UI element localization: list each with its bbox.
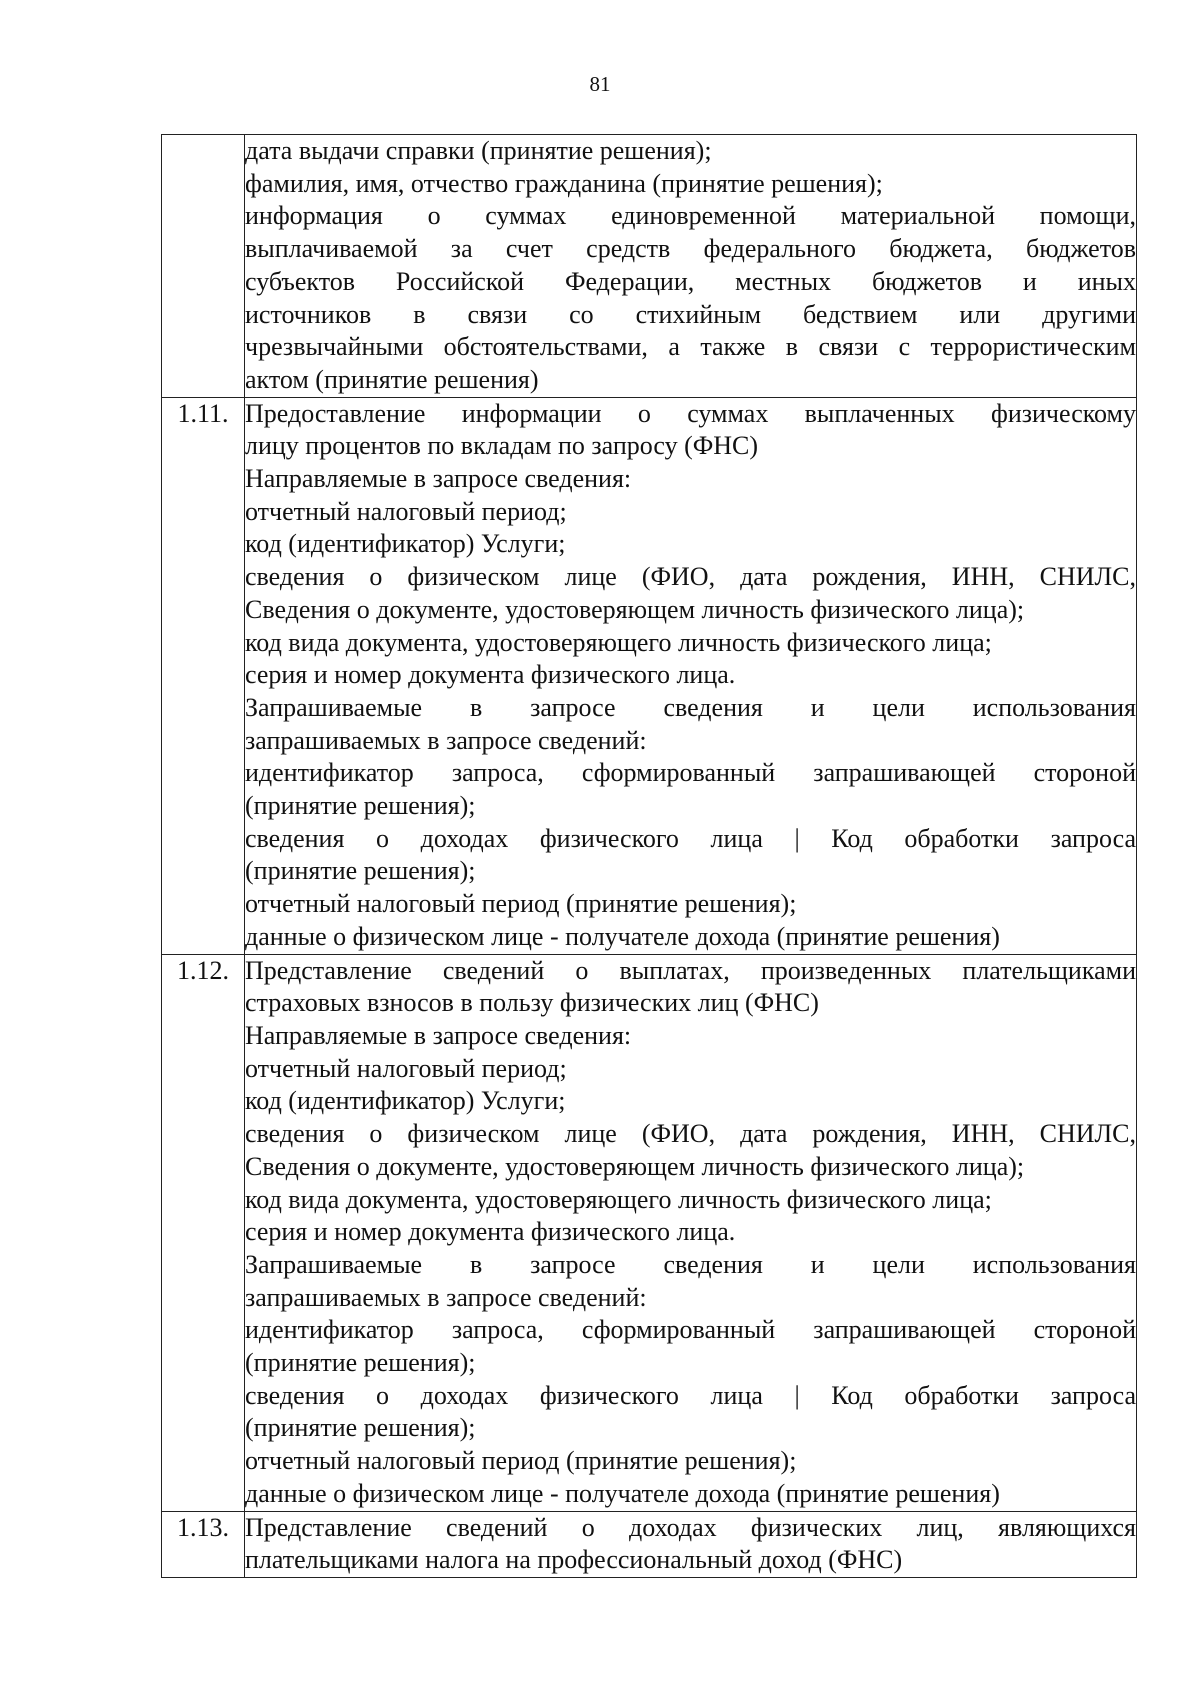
text-line: идентификатор запроса, сформированный запрашивающей стороной: [245, 758, 1136, 788]
text-line: запрашиваемых в запросе сведений:: [245, 725, 647, 755]
text-line: серия и номер документа физического лица.: [245, 660, 736, 690]
text-line: идентификатор запроса, сформированный запрашивающей стороной: [245, 1315, 1136, 1345]
text-line: субъектов Российской Федерации, местных бюджетов и иных: [245, 266, 1136, 296]
text-line: Предоставление информации о суммах выплаченных физическому: [245, 398, 1136, 428]
text-line: отчетный налоговый период;: [245, 1053, 567, 1083]
text-line: Направляемые в запросе сведения:: [245, 464, 632, 494]
table-body: [162, 135, 1137, 1578]
text-line: отчетный налоговый период (принятие решения);: [245, 889, 797, 919]
text-line: Запрашиваемые в запросе сведения и цели использования: [245, 1249, 1136, 1279]
table-row: [162, 397, 1137, 954]
row-content: [245, 1511, 1137, 1577]
text-line: Направляемые в запросе сведения:: [245, 1020, 632, 1050]
text-line: код (идентификатор) Услуги;: [245, 1086, 566, 1116]
text-line: запрашиваемых в запросе сведений:: [245, 1282, 647, 1312]
text-line: (принятие решения);: [245, 856, 476, 886]
text-line: (принятие решения);: [245, 791, 476, 821]
text-line: Запрашиваемые в запросе сведения и цели использования: [245, 692, 1136, 722]
text-line: Представление сведений о доходах физических лиц, являющихся: [245, 1512, 1136, 1542]
text-line: актом (принятие решения): [245, 364, 539, 394]
text-line: дата выдачи справки (принятие решения);: [245, 136, 712, 165]
text-line: чрезвычайными обстоятельствами, а также в связи с террористическим: [245, 332, 1136, 362]
text-line: отчетный налоговый период (принятие решения);: [245, 1446, 797, 1476]
table-row: [162, 1511, 1137, 1577]
text-line: код вида документа, удостоверяющего личность физического лица;: [245, 1184, 992, 1214]
page-number: 81: [589, 72, 611, 96]
text-line: (принятие решения);: [245, 1413, 476, 1443]
text-line: информация о суммах единовременной материальной помощи,: [245, 201, 1136, 231]
text-line: сведения о физическом лице (ФИО, дата рождения, ИНН, СНИЛС,: [245, 1119, 1136, 1149]
row-number: [162, 135, 245, 398]
text-line: фамилия, имя, отчество гражданина (принятие решения);: [245, 168, 883, 198]
text-line: код (идентификатор) Услуги;: [245, 529, 566, 559]
text-line: плательщиками налога на профессиональный доход (ФНС): [245, 1545, 903, 1575]
text-line: Представление сведений о выплатах, произведенных плательщиками: [245, 955, 1136, 985]
row-number: 1.11.: [162, 397, 245, 954]
text-line: код вида документа, удостоверяющего личность физического лица;: [245, 627, 992, 657]
text-line: данные о физическом лице - получателе дохода (принятие решения): [245, 921, 1000, 951]
text-line: (принятие решения);: [245, 1348, 476, 1378]
text-line: лицу процентов по вкладам по запросу (ФНС): [245, 431, 759, 461]
text-line: Сведения о документе, удостоверяющем личность физического лица);: [245, 594, 1025, 624]
text-line: выплачиваемой за счет средств федерального бюджета, бюджетов: [245, 234, 1136, 264]
row-number: 1.13.: [162, 1511, 245, 1577]
table-row: [162, 135, 1137, 398]
text-line: серия и номер документа физического лица.: [245, 1217, 736, 1247]
text-line: страховых взносов в пользу физических лиц (ФНС): [245, 988, 819, 1018]
text-line: сведения о физическом лице (ФИО, дата рождения, ИНН, СНИЛС,: [245, 562, 1136, 592]
text-line: Сведения о документе, удостоверяющем личность физического лица);: [245, 1151, 1025, 1181]
table-row: [162, 954, 1137, 1511]
text-line: отчетный налоговый период;: [245, 496, 567, 526]
row-content: [245, 954, 1137, 1511]
text-line: сведения о доходах физического лица | Код обработки запроса: [245, 823, 1136, 853]
row-number: 1.12.: [162, 954, 245, 1511]
text-line: сведения о доходах физического лица | Код обработки запроса: [245, 1380, 1136, 1410]
text-line: данные о физическом лице - получателе дохода (принятие решения): [245, 1478, 1000, 1508]
row-content: [245, 135, 1137, 398]
services-table: [161, 134, 1137, 1578]
row-content: [245, 397, 1137, 954]
text-line: источников в связи со стихийным бедствием или другими: [245, 299, 1136, 329]
